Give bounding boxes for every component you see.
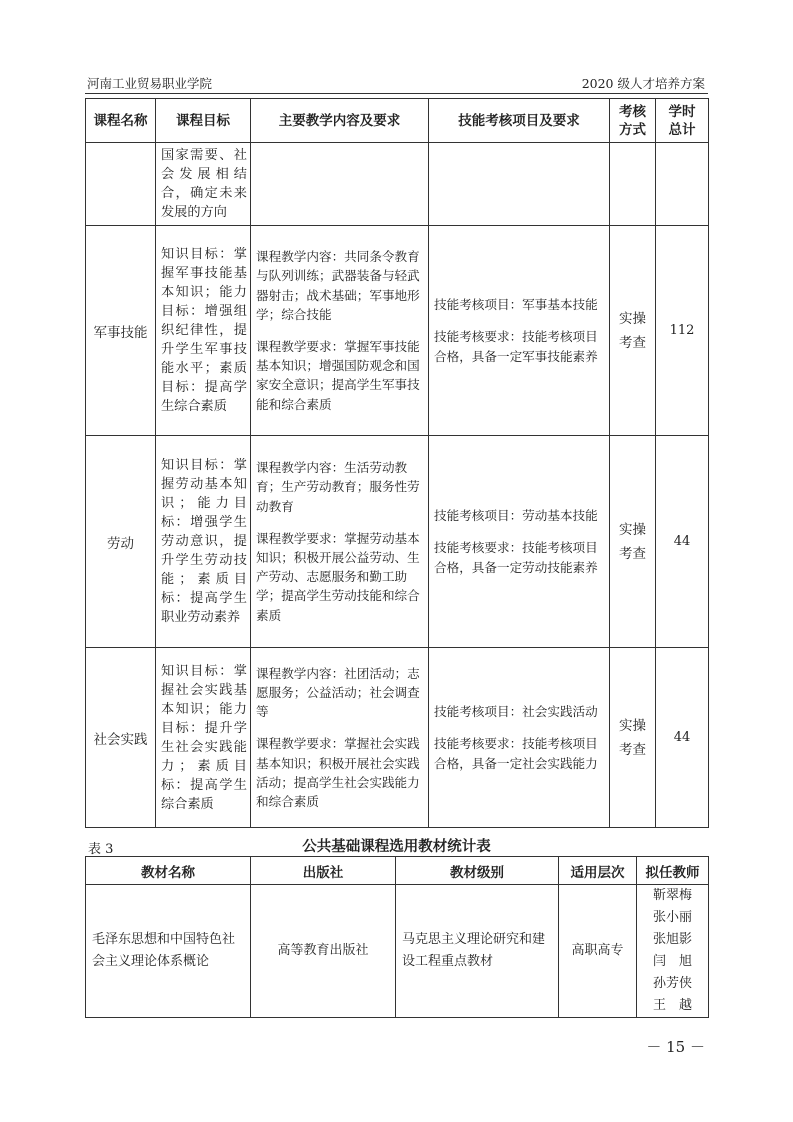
skill-requirements: 技能考核要求：技能考核项目合格，具备一定军事技能素养 bbox=[434, 329, 598, 364]
course-goal: 知识目标：掌握军事技能基本知识；能力目标：增强组织纪律性，提升学生军事技能水平；素质目标：提高学生综合素质 bbox=[156, 226, 251, 436]
course-goal: 国家需要、社会发展相结合，确定未来发展的方向 bbox=[156, 143, 251, 226]
col-book-level: 教材级别 bbox=[396, 857, 559, 885]
book-publisher: 高等教育出版社 bbox=[251, 885, 396, 1018]
course-table bbox=[85, 98, 709, 828]
course-hours bbox=[656, 143, 709, 226]
table3-title: 公共基础课程选用教材统计表 bbox=[302, 839, 491, 855]
course-skills bbox=[429, 143, 610, 226]
page-number: － 15 － bbox=[646, 1038, 705, 1056]
exam-method: 实操 考查 bbox=[610, 648, 656, 828]
header-rule bbox=[85, 93, 708, 94]
course-goal: 知识目标：掌握劳动基本知识；能力目标：增强学生劳动意识，提升学生劳动技能；素质目标：提高学生职业劳动素养 bbox=[156, 436, 251, 648]
col-tier: 适用层次 bbox=[559, 857, 637, 885]
skill-items: 技能考核项目：社会实践活动 bbox=[434, 704, 598, 720]
course-content bbox=[251, 648, 429, 828]
content-requirements: 课程教学要求：掌握劳动基本知识；积极开展公益劳动、生产劳动、志愿服务和勤工助学；提高学生劳动技能和综合素质 bbox=[256, 530, 420, 623]
col-publisher: 出版社 bbox=[251, 857, 396, 885]
table-row bbox=[86, 648, 709, 828]
table-row bbox=[86, 143, 709, 226]
table-row bbox=[86, 436, 709, 648]
skill-requirements: 技能考核要求：技能考核项目合格，具备一定社会实践能力 bbox=[434, 736, 598, 771]
course-name: 军事技能 bbox=[86, 226, 156, 436]
course-content bbox=[251, 143, 429, 226]
exam-method: 实操 考查 bbox=[610, 436, 656, 648]
teacher-name: 张旭影 bbox=[652, 932, 692, 947]
teacher-list bbox=[637, 885, 709, 1018]
textbook-table-header bbox=[86, 857, 709, 885]
col-content: 主要教学内容及要求 bbox=[251, 99, 429, 143]
course-table-header bbox=[86, 99, 709, 143]
textbook-table bbox=[85, 856, 709, 1018]
exam-method bbox=[610, 143, 656, 226]
book-name: 毛泽东思想和中国特色社会主义理论体系概论 bbox=[86, 885, 251, 1018]
teacher-name: 王 越 bbox=[652, 998, 692, 1013]
col-exam-method: 考核 方式 bbox=[610, 99, 656, 143]
course-content bbox=[251, 226, 429, 436]
teacher-name: 孙芳侠 bbox=[652, 976, 692, 991]
content-requirements: 课程教学要求：掌握社会实践基本知识；积极开展社会实践活动；提高学生社会实践能力和综合素质 bbox=[256, 736, 420, 809]
header-plan-title: 2020 级人才培养方案 bbox=[581, 76, 705, 91]
col-course-goal: 课程目标 bbox=[156, 99, 251, 143]
skill-items: 技能考核项目：劳动基本技能 bbox=[434, 508, 598, 524]
teacher-name: 张小丽 bbox=[652, 910, 692, 925]
course-content bbox=[251, 436, 429, 648]
table3-label: 表 3 bbox=[88, 842, 114, 857]
course-hours: 44 bbox=[656, 436, 709, 648]
header-school-name: 河南工业贸易职业学院 bbox=[87, 76, 213, 91]
course-skills bbox=[429, 436, 610, 648]
book-tier: 高职高专 bbox=[559, 885, 637, 1018]
course-hours: 44 bbox=[656, 648, 709, 828]
content-requirements: 课程教学要求：掌握军事技能基本知识；增强国防观念和国家安全意识；提高学生军事技能和综合素质 bbox=[256, 339, 420, 412]
content-items: 课程教学内容：社团活动；志愿服务；公益活动；社会调查等 bbox=[256, 665, 420, 720]
table-row bbox=[86, 885, 709, 1018]
course-name: 社会实践 bbox=[86, 648, 156, 828]
course-skills bbox=[429, 648, 610, 828]
course-name: 劳动 bbox=[86, 436, 156, 648]
content-items: 课程教学内容：生活劳动教育；生产劳动教育；服务性劳动教育 bbox=[256, 460, 420, 514]
skill-items: 技能考核项目：军事基本技能 bbox=[434, 297, 598, 313]
teacher-name: 靳翠梅 bbox=[652, 888, 692, 903]
content-items: 课程教学内容：共同条令教育与队列训练；武器装备与轻武器射击；战术基础；军事地形学；综合技能 bbox=[256, 249, 420, 322]
col-skills: 技能考核项目及要求 bbox=[429, 99, 610, 143]
course-hours: 112 bbox=[656, 226, 709, 436]
skill-requirements: 技能考核要求：技能考核项目合格，具备一定劳动技能素养 bbox=[434, 540, 598, 575]
exam-method: 实操 考查 bbox=[610, 226, 656, 436]
course-goal: 知识目标：掌握社会实践基本知识；能力目标：提升学生社会实践能力；素质目标：提高学生综合素质 bbox=[156, 648, 251, 828]
book-level: 马克思主义理论研究和建设工程重点教材 bbox=[396, 885, 559, 1018]
col-teachers: 拟任教师 bbox=[637, 857, 709, 885]
course-skills bbox=[429, 226, 610, 436]
col-book-name: 教材名称 bbox=[86, 857, 251, 885]
table-row bbox=[86, 226, 709, 436]
col-hours: 学时 总计 bbox=[656, 99, 709, 143]
col-course-name: 课程名称 bbox=[86, 99, 156, 143]
teacher-name: 闫 旭 bbox=[652, 954, 692, 969]
course-name bbox=[86, 143, 156, 226]
